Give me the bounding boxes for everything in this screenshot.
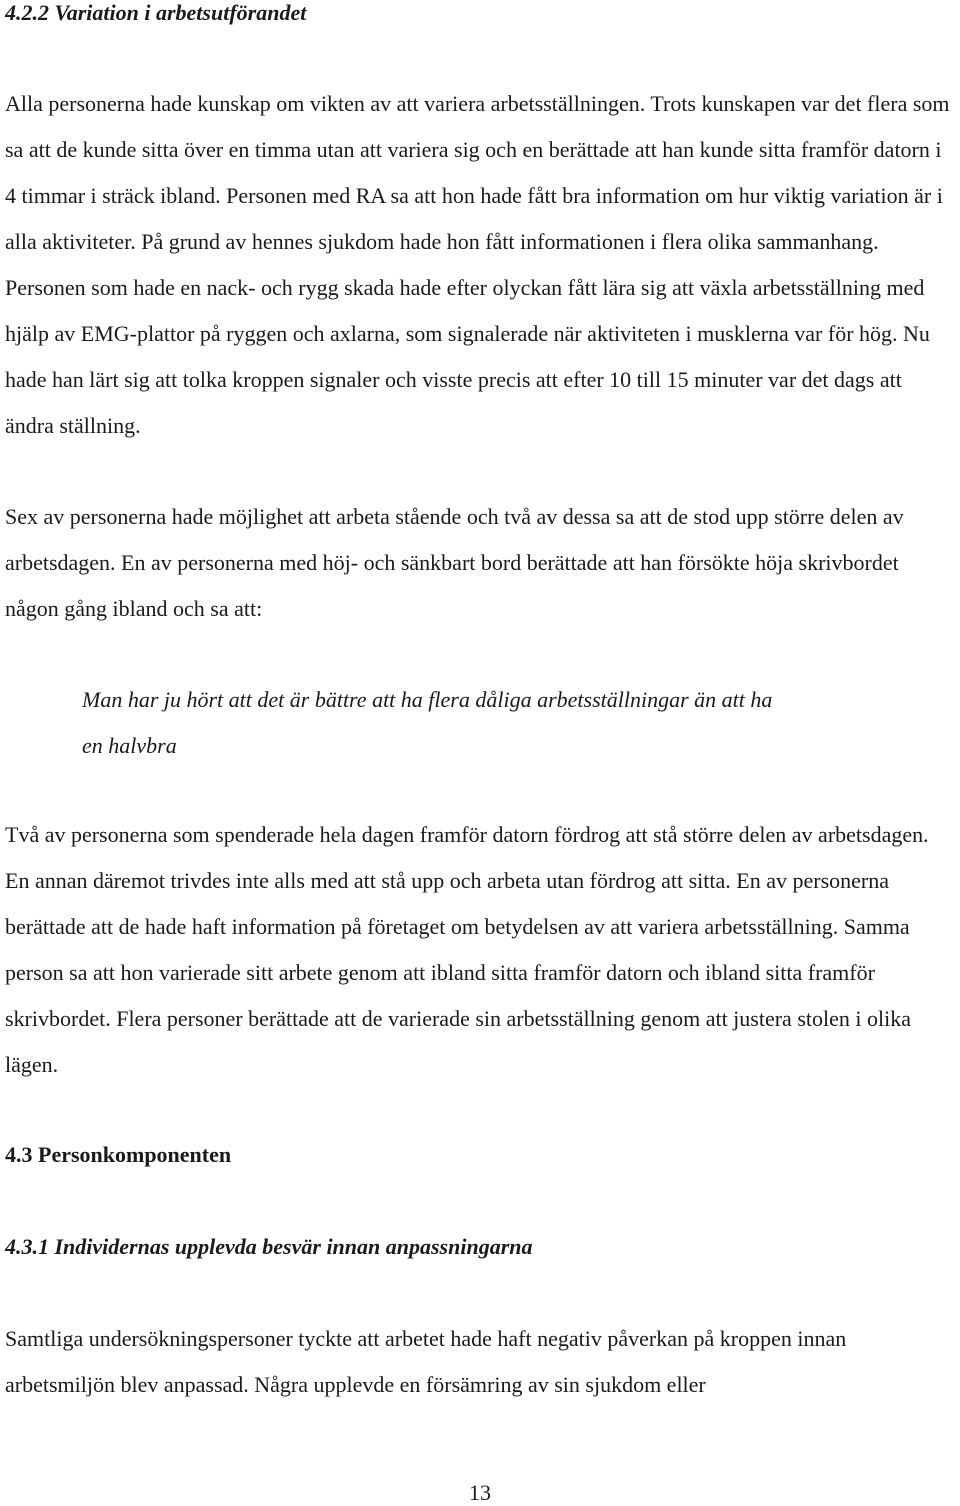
paragraph-standing-work: Sex av personerna hade möjlighet att arbeta stående och två av dessa sa att de stod upp större delen av arbetsdagen. En av personerna med höj- och sänkbart bord berättade att han försökte höja skrivbordet någon gång ibland och sa att:	[5, 504, 904, 621]
paragraph-knowledge-variation: Alla personerna hade kunskap om vikten av att variera arbetsställningen. Trots kunskapen var det flera som sa att de kunde sitta över en timma utan att variera sig och en berättade att han kunde sitta framför datorn i 4 timmar i sträck ibland. Personen med RA sa att hon hade fått bra information om hur viktig variation är i alla aktiviteter. På grund av hennes sjukdom hade hon fått informationen i flera olika sammanhang. Personen som hade en nack- och rygg skada hade efter olyckan fått lära sig att växla arbetsställning med hjälp av EMG-plattor på ryggen och axlarna, som signalerade när aktiviteten i musklerna var för hög. Nu hade han lärt sig att tolka kroppen signaler och visste precis att efter 10 till 15 minuter var det dags att ändra ställning.	[5, 91, 950, 438]
paragraph-experienced-problems: Samtliga undersökningspersoner tyckte att arbetet hade haft negativ påverkan på kroppen innan arbetsmiljön blev anpassad. Några upplevde en försämring av sin sjukdom eller	[5, 1326, 847, 1397]
document-page	[5, 0, 955, 1505]
paragraph-preferences: Två av personerna som spenderade hela dagen framför datorn fördrog att stå större delen av arbetsdagen. En annan däremot trivdes inte alls med att stå upp och arbeta utan fördrog att sitta. En av personerna berättade att de hade haft information på företaget om betydelsen av att variera arbetsställning. Samma person sa att hon varierade sitt arbete genom att ibland sitta framför datorn och ibland sitta framför skrivbordet. Flera personer berättade att de varierade sin arbetsställning genom att justera stolen i olika lägen.	[5, 822, 929, 1077]
section-heading-4-3: 4.3 Personkomponenten	[5, 1142, 232, 1167]
page-number: 13	[469, 1480, 491, 1505]
interview-quote: Man har ju hört att det är bättre att ha flera dåliga arbetsställningar än att ha en halvbra	[82, 687, 773, 758]
section-heading-4-2-2: 4.2.2 Variation i arbetsutförandet	[5, 0, 307, 25]
section-heading-4-3-1: 4.3.1 Individernas upplevda besvär innan anpassningarna	[5, 1234, 533, 1259]
